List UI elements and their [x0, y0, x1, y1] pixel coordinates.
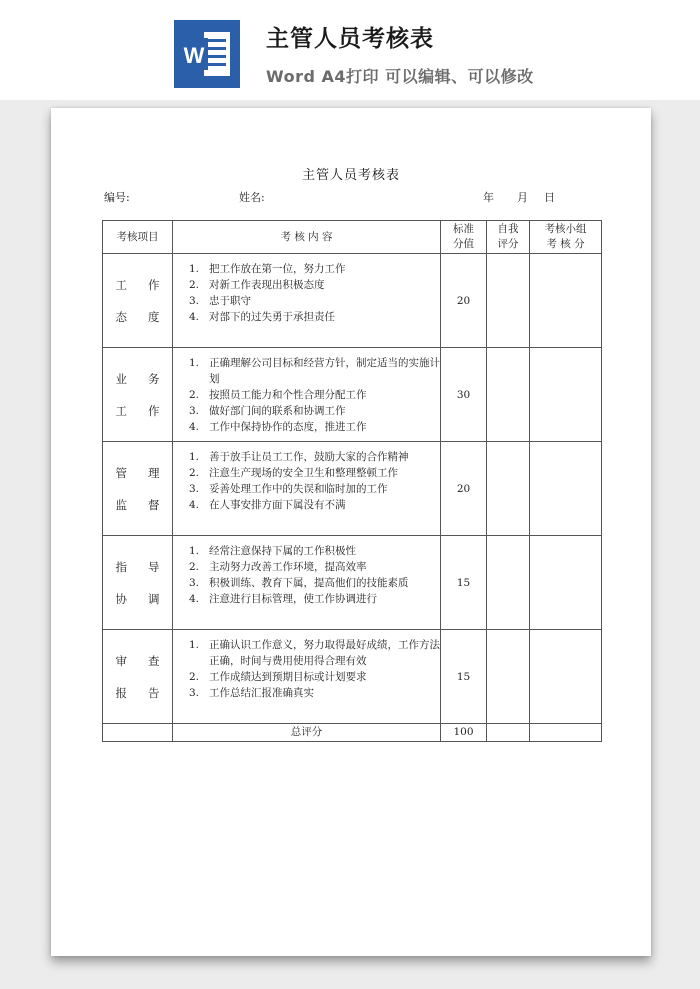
total-group-cell[interactable]: [530, 724, 602, 742]
list-item: 2. 注意生产现场的安全卫生和整理整顿工作: [189, 467, 398, 479]
list-item: 3. 工作总结汇报准确真实: [189, 687, 314, 699]
standard-score: 15: [441, 630, 487, 724]
list-item: 4. 工作中保持协作的态度，推进工作: [189, 421, 367, 433]
word-doc-icon: [174, 20, 240, 88]
list-item: 4. 对部下的过失勇于承担责任: [189, 311, 335, 323]
table-row: [103, 442, 602, 536]
category-char: 务: [148, 371, 160, 386]
self-score-cell[interactable]: [487, 254, 530, 348]
name-label: 姓名:: [239, 191, 265, 204]
category-char: 报: [115, 685, 127, 700]
table-row: [103, 348, 602, 442]
header-standard-line1: 标准: [453, 223, 474, 235]
banner-title: 主管人员考核表: [266, 26, 434, 52]
month-label: 月: [517, 191, 528, 204]
list-item: 1. 经常注意保持下属的工作积极性: [189, 545, 356, 557]
header-banner: [0, 0, 700, 100]
category-char: 态: [115, 309, 127, 324]
table-row: [103, 630, 602, 724]
category-cell: [103, 536, 173, 630]
number-label: 编号:: [104, 191, 130, 204]
category-char: 作: [148, 277, 160, 292]
list-item: 4. 在人事安排方面下属没有不满: [189, 499, 346, 511]
list-item: 3. 忠于职守: [189, 295, 251, 307]
standard-score: 30: [441, 348, 487, 442]
category-char: 工: [115, 403, 127, 418]
standard-score: 20: [441, 442, 487, 536]
category-cell: [103, 254, 173, 348]
list-item: 2. 对新工作表现出积极态度: [189, 279, 325, 291]
category-cell: [103, 442, 173, 536]
header-item: 考核项目: [103, 221, 173, 254]
standard-score: 20: [441, 254, 487, 348]
table-header-row: [103, 221, 602, 254]
list-item: 1. 善于放手让员工工作，鼓励大家的合作精神: [189, 451, 409, 463]
document-page: [51, 108, 651, 956]
category-char: 监: [115, 497, 127, 512]
day-label: 日: [544, 191, 555, 204]
list-item: 1. 正确理解公司目标和经营方针，制定适当的实施计划: [189, 357, 440, 385]
list-item: 3. 做好部门间的联系和协调工作: [189, 405, 346, 417]
header-group: [530, 221, 602, 254]
group-score-cell[interactable]: [530, 536, 602, 630]
document-title: 主管人员考核表: [301, 168, 400, 183]
group-score-cell[interactable]: [530, 630, 602, 724]
category-char: 查: [148, 653, 160, 668]
table-row: [103, 536, 602, 630]
self-score-cell[interactable]: [487, 348, 530, 442]
list-item: 2. 按照员工能力和个性合理分配工作: [189, 389, 367, 401]
category-char: 导: [148, 559, 160, 574]
category-char: 工: [115, 277, 127, 292]
category-cell: [103, 348, 173, 442]
category-char: 管: [115, 465, 127, 480]
header-standard-line2: 分值: [453, 238, 474, 250]
banner-subtitle: Word A4打印 可以编辑、可以修改: [266, 67, 534, 86]
category-char: 度: [148, 309, 160, 324]
total-blank-cell: [103, 724, 173, 742]
group-score-cell[interactable]: [530, 254, 602, 348]
content-cell: [173, 630, 441, 724]
list-item: 3. 妥善处理工作中的失误和临时加的工作: [189, 483, 388, 495]
category-char: 审: [115, 653, 127, 668]
list-item: 2. 工作成绩达到预期目标或计划要求: [189, 671, 367, 683]
group-score-cell[interactable]: [530, 442, 602, 536]
content-cell: [173, 348, 441, 442]
content-cell: [173, 442, 441, 536]
category-char: 指: [115, 559, 127, 574]
total-row: [103, 724, 602, 742]
self-score-cell[interactable]: [487, 630, 530, 724]
group-score-cell[interactable]: [530, 348, 602, 442]
standard-score: 15: [441, 536, 487, 630]
header-standard: [441, 221, 487, 254]
content-cell: [173, 536, 441, 630]
category-char: 作: [148, 403, 160, 418]
content-cell: [173, 254, 441, 348]
header-group-line2: 考 核 分: [546, 238, 585, 250]
table-row: [103, 254, 602, 348]
header-self-line1: 自我: [497, 223, 519, 235]
header-self: [487, 221, 530, 254]
category-char: 调: [148, 591, 160, 606]
word-icon-letter: W: [183, 43, 205, 68]
list-item: 1. 把工作放在第一位，努力工作: [189, 263, 346, 275]
total-score: 100: [441, 724, 487, 742]
category-char: 理: [148, 465, 160, 480]
category-cell: [103, 630, 173, 724]
list-item: 4. 注意进行目标管理，使工作协调进行: [189, 593, 377, 605]
header-self-line2: 评分: [497, 238, 519, 250]
self-score-cell[interactable]: [487, 442, 530, 536]
list-item: 2. 主动努力改善工作环境，提高效率: [189, 561, 367, 573]
category-char: 业: [115, 371, 127, 386]
assessment-table: [102, 220, 602, 742]
category-char: 协: [115, 591, 127, 606]
header-content: 考 核 内 容: [173, 221, 441, 254]
list-item: 3. 积极训练、教育下属，提高他们的技能素质: [189, 577, 409, 589]
category-char: 督: [148, 497, 160, 512]
total-label: 总评分: [173, 724, 441, 742]
total-self-cell[interactable]: [487, 724, 530, 742]
category-char: 告: [148, 685, 160, 700]
self-score-cell[interactable]: [487, 536, 530, 630]
year-label: 年: [483, 191, 494, 204]
header-group-line1: 考核小组: [544, 223, 587, 235]
list-item: 1. 正确认识工作意义，努力取得最好成绩，工作方法正确，时间与费用使用得合理有效: [189, 639, 440, 667]
